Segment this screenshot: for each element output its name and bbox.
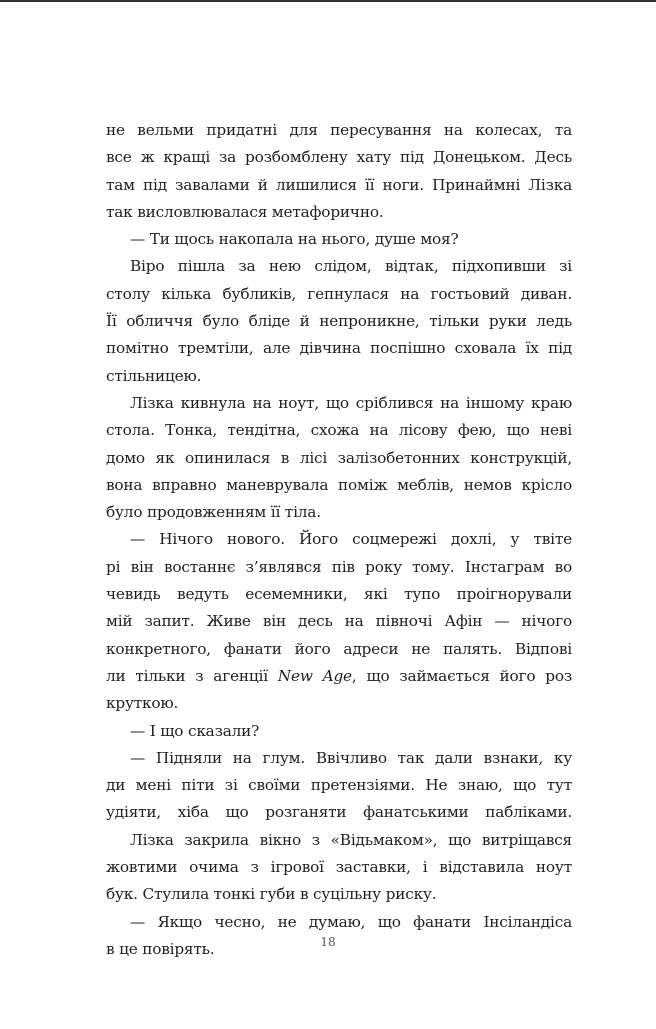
- text-line: не вельми придатні для пересування на колесах, та: [106, 121, 572, 139]
- text-line: круткою.: [106, 694, 179, 713]
- text-line: було продовженням її тіла.: [106, 503, 321, 522]
- text-line: — І що сказали?: [130, 721, 260, 740]
- text-line: так висловлювалася метафорично.: [106, 202, 384, 221]
- text-line: все ж кращі за розбомблену хату під Донецьком. Десь: [106, 148, 572, 167]
- text-line: — Якщо чесно, не думаю, що фанати Інсіландіса: [130, 912, 572, 931]
- text-line: — Ти щось накопала на нього, душе моя?: [130, 230, 459, 249]
- body-text: [106, 117, 572, 963]
- text-line: Віро пішла за нею слідом, відтак, підхопивши зі: [130, 257, 572, 276]
- text-line: Лізка закрила вікно з «Відьмаком», що витріщався: [130, 830, 572, 849]
- text-line: бук. Стулила тонкі губи в суцільну риску.: [106, 885, 437, 904]
- text-line: удіяти, хіба що розганяти фанатськими пабліками.: [106, 803, 572, 822]
- text-line: домо як опинилася в лісі залізобетонних конструкцій,: [106, 448, 572, 467]
- text-line: Її обличчя було бліде й непроникне, тільки руки ледь: [106, 312, 572, 331]
- text-line-with-italic: ли тільки з агенції New Age, що займається його роз: [106, 666, 573, 685]
- text-line: рі він востаннє з’являвся пів року тому. Інстаграм во: [106, 557, 572, 576]
- text-line: там під завалами й лишилися її ноги. Принаймні Лізка: [106, 175, 572, 194]
- page-number: 18: [320, 935, 336, 949]
- text-line: жовтими очима з ігрової заставки, і відставила ноут: [106, 858, 572, 877]
- text-line: — Нічого нового. Його соцмережі дохлі, у твіте: [130, 530, 572, 549]
- text-line: Лізка кивнула на ноут, що сріблився на іншому краю: [130, 393, 572, 412]
- text-line: вона вправно маневрувала поміж меблів, немов крісло: [106, 475, 572, 494]
- text-line: мій запит. Живе він десь на півночі Афін — нічого: [106, 612, 572, 631]
- text-line: чевидь ведуть есемемники, які тупо проігнорували: [106, 585, 572, 604]
- text-line: помітно тремтіли, але дівчина поспішно сховала їх під: [106, 339, 572, 358]
- text-line: столу кілька бубликів, гепнулася на гостьовий диван.: [106, 284, 572, 303]
- text-line: ди мені піти зі своїми претензіями. Не знаю, що тут: [106, 776, 572, 795]
- italic-title: New Age: [277, 666, 352, 685]
- top-border-line: [0, 0, 656, 2]
- text-line: стільницею.: [106, 366, 202, 385]
- text-line: конкретного, фанати його адреси не палять. Відпові: [106, 639, 572, 658]
- text-line: в це повірять.: [106, 939, 215, 958]
- text-line: стола. Тонка, тендітна, схожа на лісову фею, що неві: [106, 421, 572, 440]
- text-line: — Підняли на глум. Ввічливо так дали взнаки, ку: [130, 748, 572, 767]
